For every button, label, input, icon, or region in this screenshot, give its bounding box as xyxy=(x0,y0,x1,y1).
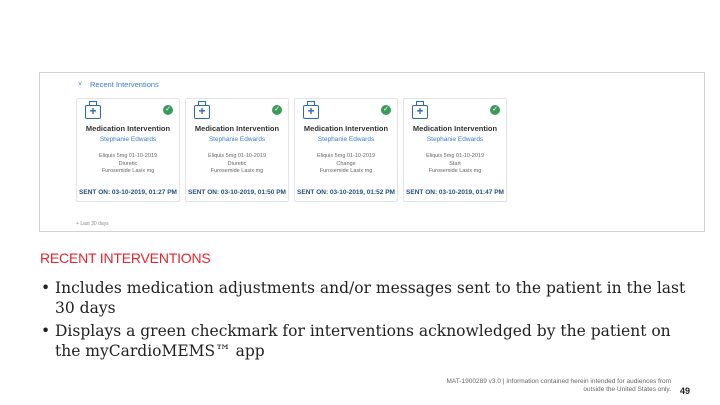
bullet-item xyxy=(40,278,690,318)
card-title: Medication Intervention xyxy=(412,124,498,133)
card-title: Medication Intervention xyxy=(194,124,280,133)
card-detail-line: Diuretic xyxy=(227,160,247,167)
last-30-days-label: Last 30 days xyxy=(80,221,109,227)
card-sent-on: SENT ON: 03-10-2019, 01:52 PM xyxy=(297,189,395,196)
card-detail-line: Furosemide Lasix mg xyxy=(101,168,155,174)
card-detail-line: Eliquis 5mg 01-10-2019 xyxy=(98,153,158,159)
page-number: 49 xyxy=(679,386,690,396)
card-detail-line: Furosemide Lasix mg xyxy=(319,168,373,174)
bullet-list xyxy=(40,278,690,364)
slide-heading: RECENT INTERVENTIONS xyxy=(40,250,211,266)
medical-bag-icon xyxy=(412,105,428,119)
intervention-card[interactable] xyxy=(76,98,180,202)
card-title: Medication Intervention xyxy=(85,124,171,133)
medical-bag-icon xyxy=(194,105,210,119)
medical-bag-icon xyxy=(85,105,101,119)
interventions-screenshot xyxy=(39,72,705,232)
card-detail-line: Eliquis 5mg 01-10-2019 xyxy=(425,153,485,159)
card-details xyxy=(77,153,179,176)
bullet-text: Displays a green checkmark for interventions acknowledged by the patient on the myCardioMEMS™ app xyxy=(55,322,671,360)
card-detail-line: Eliquis 5mg 01-10-2019 xyxy=(207,153,267,159)
intervention-card[interactable] xyxy=(294,98,398,202)
card-detail-line: Eliquis 5mg 01-10-2019 xyxy=(316,153,376,159)
bullet-text: Includes medication adjustments and/or messages sent to the patient in the last 30 days xyxy=(55,279,686,317)
card-sent-on: SENT ON: 03-10-2019, 01:27 PM xyxy=(79,189,177,196)
intervention-cards xyxy=(76,98,696,202)
bullet-item xyxy=(40,321,690,361)
checkmark-icon: ✓ xyxy=(163,105,173,115)
card-sent-on: SENT ON: 03-10-2019, 01:50 PM xyxy=(188,189,286,196)
checkmark-icon: ✓ xyxy=(490,105,500,115)
card-detail-line: Change xyxy=(336,160,356,167)
card-sender: Stephanie Edwards xyxy=(99,136,157,143)
checkmark-icon: ✓ xyxy=(381,105,391,115)
card-sender: Stephanie Edwards xyxy=(317,136,375,143)
checkmark-icon: ✓ xyxy=(272,105,282,115)
card-details xyxy=(186,153,288,176)
medical-bag-icon xyxy=(303,105,319,119)
bullet-symbol: • xyxy=(41,279,51,297)
card-detail-line: Furosemide Lasix mg xyxy=(210,168,264,174)
intervention-card[interactable] xyxy=(185,98,289,202)
plus-icon: + xyxy=(76,221,81,227)
disclaimer: MAT-1900289 v3.0 | Information contained herein intended for audiences from outside the United States only. xyxy=(446,378,671,393)
card-sent-on: SENT ON: 03-10-2019, 01:47 PM xyxy=(406,189,504,196)
bullet-symbol: • xyxy=(41,322,51,340)
card-detail-line: Diuretic xyxy=(118,160,138,167)
card-detail-line: Furosemide Lasix mg xyxy=(428,168,482,174)
card-title: Medication Intervention xyxy=(303,124,389,133)
card-detail-line: Start xyxy=(449,160,461,167)
last-30-days-link[interactable] xyxy=(76,221,109,227)
card-details xyxy=(295,153,397,176)
section-title: Recent Interventions xyxy=(90,80,159,89)
card-sender: Stephanie Edwards xyxy=(426,136,484,143)
intervention-card[interactable] xyxy=(403,98,507,202)
card-details xyxy=(404,153,506,176)
chevron-down-icon[interactable]: ˅ xyxy=(78,81,83,88)
card-sender: Stephanie Edwards xyxy=(208,136,266,143)
